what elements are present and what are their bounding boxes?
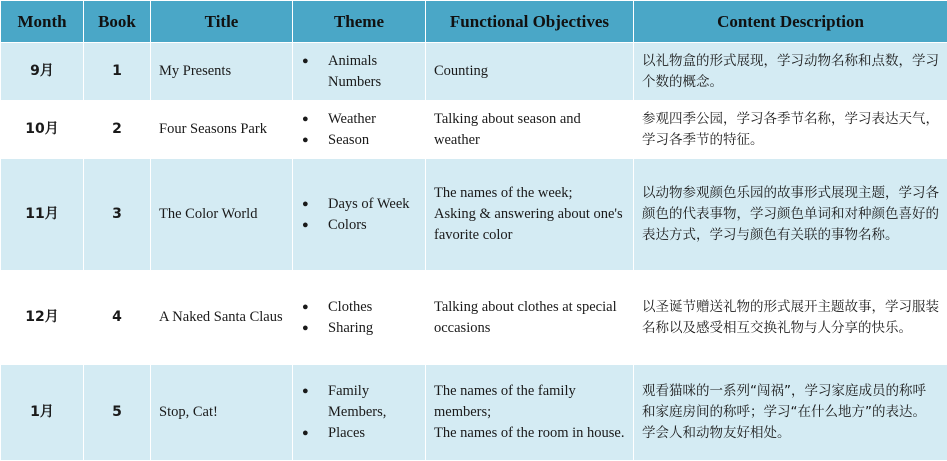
cell-title: Four Seasons Park: [151, 101, 293, 159]
bullet-icon: ●: [302, 297, 309, 318]
cell-theme: [293, 43, 426, 101]
cell-book: 3: [84, 159, 151, 271]
theme-label: Numbers: [328, 74, 381, 90]
table-row: [1, 271, 947, 365]
theme-item: [301, 215, 417, 236]
cell-theme: [293, 271, 426, 365]
objective-line: Counting: [434, 61, 625, 82]
cell-month: 10月: [1, 101, 84, 159]
cell-description: 以动物参观颜色乐园的故事形式展现主题，学习各颜色的代表事物，学习颜色单词和对种颜色喜好的表达方式，学习与颜色有关联的事物名称。: [634, 159, 947, 271]
theme-label: Weather: [328, 111, 376, 127]
bullet-icon: ●: [302, 381, 309, 402]
cell-description: 以圣诞节赠送礼物的形式展开主题故事，学习服装名称以及感受相互交换礼物与人分享的快乐。: [634, 271, 947, 365]
theme-label: Season: [328, 132, 369, 148]
table-row: [1, 101, 947, 159]
theme-label: Family Members,: [328, 383, 386, 420]
cell-book: 2: [84, 101, 151, 159]
theme-label: Clothes: [328, 299, 372, 315]
theme-item: [301, 130, 417, 151]
table-row: [1, 43, 947, 101]
objective-line: The names of the room in house.: [434, 423, 625, 444]
objective-line: Talking about season and weather: [434, 109, 625, 151]
theme-item: [301, 194, 417, 215]
cell-theme: [293, 159, 426, 271]
header-row: [1, 1, 947, 43]
header-objectives: Functional Objectives: [426, 1, 634, 43]
cell-objectives: [426, 365, 634, 461]
theme-item: [301, 297, 417, 318]
theme-list: [301, 109, 417, 151]
cell-description: 参观四季公园，学习各季节名称，学习表达天气，学习各季节的特征。: [634, 101, 947, 159]
bullet-icon: ●: [302, 130, 309, 151]
bullet-icon: ●: [302, 109, 309, 130]
objective-line: The names of the week;: [434, 183, 625, 204]
table-row: [1, 365, 947, 461]
cell-book: 4: [84, 271, 151, 365]
theme-item: [301, 51, 417, 72]
cell-month: 12月: [1, 271, 84, 365]
cell-month: 11月: [1, 159, 84, 271]
theme-label: Places: [328, 425, 365, 441]
theme-list: [301, 51, 417, 93]
cell-title: Stop, Cat!: [151, 365, 293, 461]
theme-item: [301, 423, 417, 444]
theme-list: [301, 381, 417, 444]
cell-objectives: [426, 43, 634, 101]
cell-month: 1月: [1, 365, 84, 461]
theme-item: [301, 318, 417, 339]
bullet-icon: ●: [302, 51, 309, 72]
cell-description: 观看猫咪的一系列“闯祸”，学习家庭成员的称呼和家庭房间的称呼；学习“在什么地方”的表达。学会人和动物友好相处。: [634, 365, 947, 461]
cell-theme: [293, 365, 426, 461]
cell-title: A Naked Santa Claus: [151, 271, 293, 365]
cell-description: 以礼物盒的形式展现，学习动物名称和点数，学习个数的概念。: [634, 43, 947, 101]
cell-title: My Presents: [151, 43, 293, 101]
header-theme: Theme: [293, 1, 426, 43]
theme-item: [301, 72, 417, 93]
cell-title: The Color World: [151, 159, 293, 271]
cell-month: 9月: [1, 43, 84, 101]
cell-book: 1: [84, 43, 151, 101]
header-title: Title: [151, 1, 293, 43]
objective-line: Talking about clothes at special occasions: [434, 297, 625, 339]
theme-label: Colors: [328, 217, 367, 233]
cell-objectives: [426, 101, 634, 159]
theme-item: [301, 381, 417, 423]
cell-theme: [293, 101, 426, 159]
table-row: [1, 159, 947, 271]
objective-line: Asking & answering about one's favorite color: [434, 204, 625, 246]
bullet-icon: ●: [302, 423, 309, 444]
header-book: Book: [84, 1, 151, 43]
cell-objectives: [426, 271, 634, 365]
theme-list: [301, 194, 417, 236]
objective-line: The names of the family members;: [434, 381, 625, 423]
theme-label: Sharing: [328, 320, 373, 336]
header-month: Month: [1, 1, 84, 43]
bullet-icon: ●: [302, 318, 309, 339]
bullet-icon: ●: [302, 194, 309, 215]
theme-item: [301, 109, 417, 130]
header-description: Content Description: [634, 1, 947, 43]
theme-label: Animals: [328, 53, 377, 69]
theme-label: Days of Week: [328, 196, 410, 212]
cell-book: 5: [84, 365, 151, 461]
cell-objectives: [426, 159, 634, 271]
theme-list: [301, 297, 417, 339]
bullet-icon: ●: [302, 215, 309, 236]
